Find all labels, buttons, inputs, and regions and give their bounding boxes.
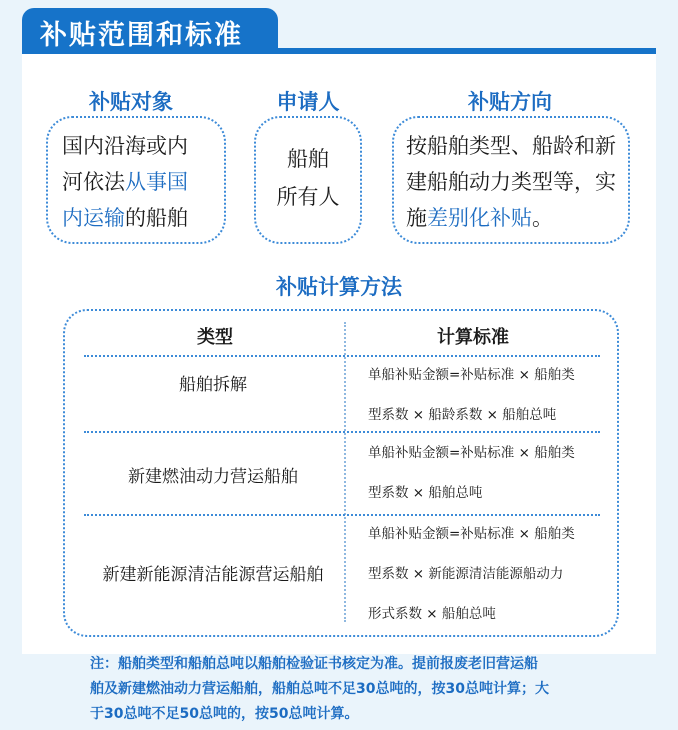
target-bubble [46,116,226,244]
direction-line [406,200,628,236]
table-row-type: 新建燃油动力营运船舶 [128,467,298,487]
direction-text-2: 建船舶动力类型等，实 [406,170,616,194]
applicant-title: 申请人 [276,90,340,114]
footnote-line: 于30总吨不足50总吨的，按50总吨计算。 [90,706,359,722]
applicant-text-1: 船舶 [287,147,329,171]
target-line [62,128,224,164]
table-row-type: 船舶拆解 [179,375,247,395]
direction-bubble [392,116,630,244]
direction-text-3c: 。 [532,206,553,230]
direction-line [406,128,628,164]
calc-title: 补贴计算方法 [276,275,402,299]
table-row-standard [368,514,608,634]
direction-text-3a: 施 [406,206,427,230]
standard-line: 单船补贴金额=补贴标准 × 船舶类 [368,526,575,542]
direction-title: 补贴方向 [468,90,552,114]
footnote-line: 舶及新建燃油动力营运船舶，船舶总吨不足30总吨的，按30总吨计算；大 [90,681,549,697]
target-line [62,164,224,200]
standard-line: 单船补贴金额=补贴标准 × 船舶类 [368,445,575,461]
standard-line: 型系数 × 船舶总吨 [368,485,483,501]
target-text-1: 国内沿海或内 [62,134,188,158]
direction-text-1: 按船舶类型、船龄和新 [406,134,616,158]
applicant-bubble [254,116,362,244]
header-tab [22,8,278,54]
target-text-3a-highlight: 内运输 [62,206,125,230]
header-standard: 计算标准 [437,327,509,348]
section-header-title: 补贴范围和标准 [40,20,243,51]
table-row-standard [368,433,608,513]
standard-line: 单船补贴金额=补贴标准 × 船舶类 [368,367,575,383]
standard-line: 形式系数 × 船舶总吨 [368,606,496,622]
table-row-type: 新建新能源清洁能源营运船舶 [102,565,324,585]
footnote-line: 注：船舶类型和船舶总吨以船舶检验证书核定为准。提前报废老旧营运船 [90,656,538,672]
direction-text-3b-highlight: 差别化补贴 [427,206,532,230]
direction-line [406,164,628,200]
table-row-standard [368,355,608,435]
header-type: 类型 [197,327,233,348]
target-line [62,200,224,236]
target-text-3b: 的船舶 [125,206,188,230]
standard-line: 型系数 × 船龄系数 × 船舶总吨 [368,407,557,423]
target-text-2a: 河依法 [62,170,125,194]
target-title: 补贴对象 [89,90,173,114]
target-text-2b-highlight: 从事国 [125,170,188,194]
footnote [90,652,636,727]
column-divider [344,322,346,622]
standard-line: 型系数 × 新能源清洁能源船动力 [368,566,564,582]
applicant-text-2: 所有人 [276,185,340,209]
